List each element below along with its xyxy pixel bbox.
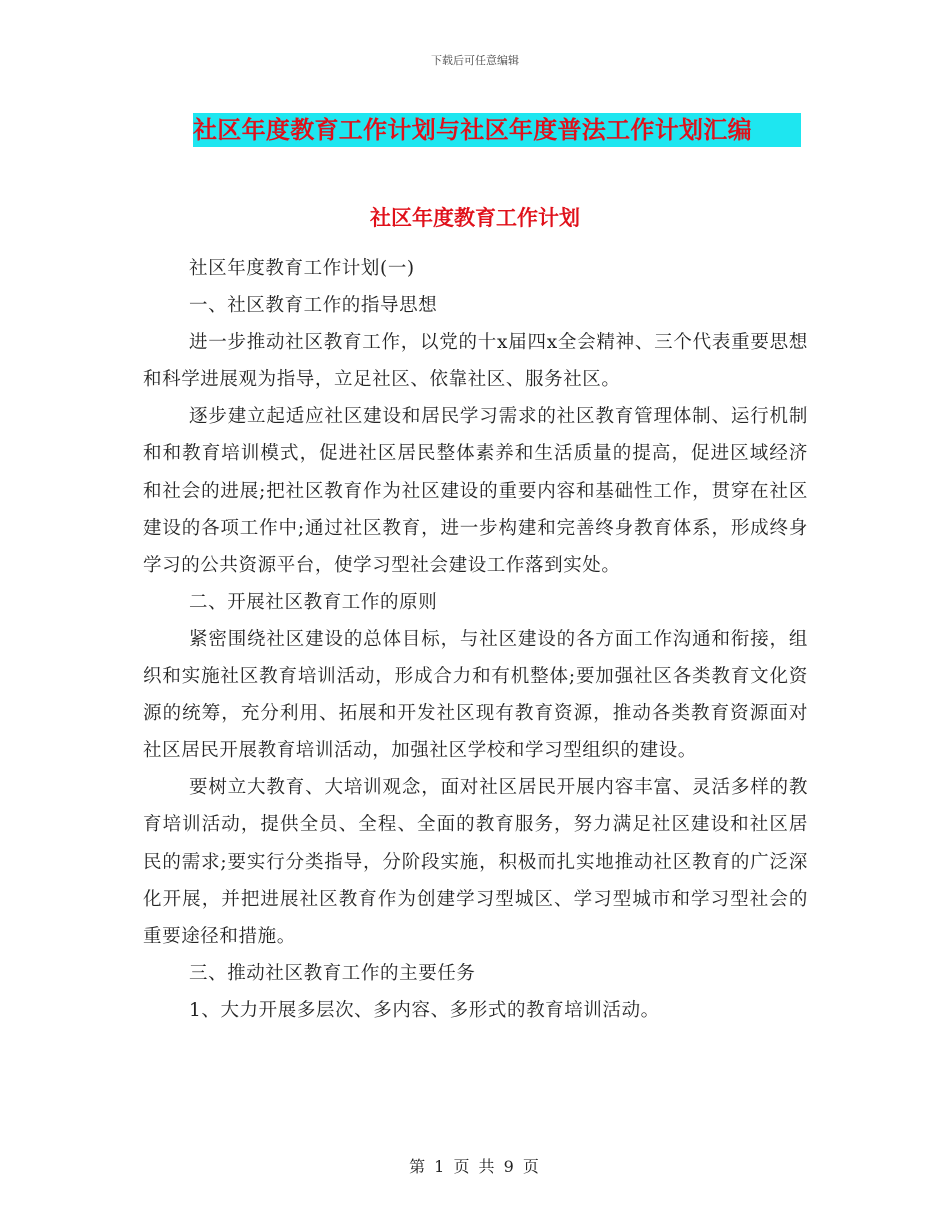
heading-principles: 二、开展社区教育工作的原则 (189, 591, 438, 613)
heading-guiding-thought: 一、社区教育工作的指导思想 (189, 295, 438, 317)
paragraph: 1、大力开展多层次、多内容、多形式的教育培训活动。 (189, 999, 660, 1021)
heading-main-tasks: 三、推动社区教育工作的主要任务 (189, 962, 476, 984)
page-footer: 第 1 页 共 9 页 (409, 1157, 541, 1176)
paragraph: 紧密围绕社区建设的总体目标，与社区建设的各方面工作沟通和衔接，组织和实施社区教育培训活动，形成合力和有机整体;要加强社区各类教育文化资源的统筹，充分利用、拓展和开发社区现有教育资源，推动各类教育资源面对社区居民开展教育培训活动，加强社区学校和学习型组织的建设。 (143, 628, 808, 762)
paragraph: 逐步建立起适应社区建设和居民学习需求的社区教育管理体制、运行机制和和教育培训模式，促进社区居民整体素养和生活质量的提高，促进区域经济和社会的进展;把社区教育作为社区建设的重要内容和基础性工作，贯穿在社区建设的各项工作中;通过社区教育，进一步构建和完善终身教育体系，形成终身学习的公共资源平台，使学习型社会建设工作落到实处。 (143, 406, 808, 576)
body-text (143, 250, 808, 1029)
paragraph-subtitle: 社区年度教育工作计划(一) (189, 258, 415, 279)
paragraph: 要树立大教育、大培训观念，面对社区居民开展内容丰富、灵活多样的教育培训活动，提供全员、全程、全面的教育服务，努力满足社区建设和社区居民的需求;要实行分类指导，分阶段实施，积极而扎实地推动社区教育的广泛深化开展，并把进展社区教育作为创建学习型城区、学习型城市和学习型社会的重要途径和措施。 (143, 777, 808, 947)
section-title: 社区年度教育工作计划 (370, 206, 580, 230)
document-title: 社区年度教育工作计划与社区年度普法工作计划汇编 (193, 113, 801, 147)
header-note: 下载后可任意编辑 (431, 54, 519, 67)
paragraph: 进一步推动社区教育工作，以党的十x届四x全会精神、三个代表重要思想和科学进展观为指导，立足社区、依靠社区、服务社区。 (143, 332, 808, 391)
